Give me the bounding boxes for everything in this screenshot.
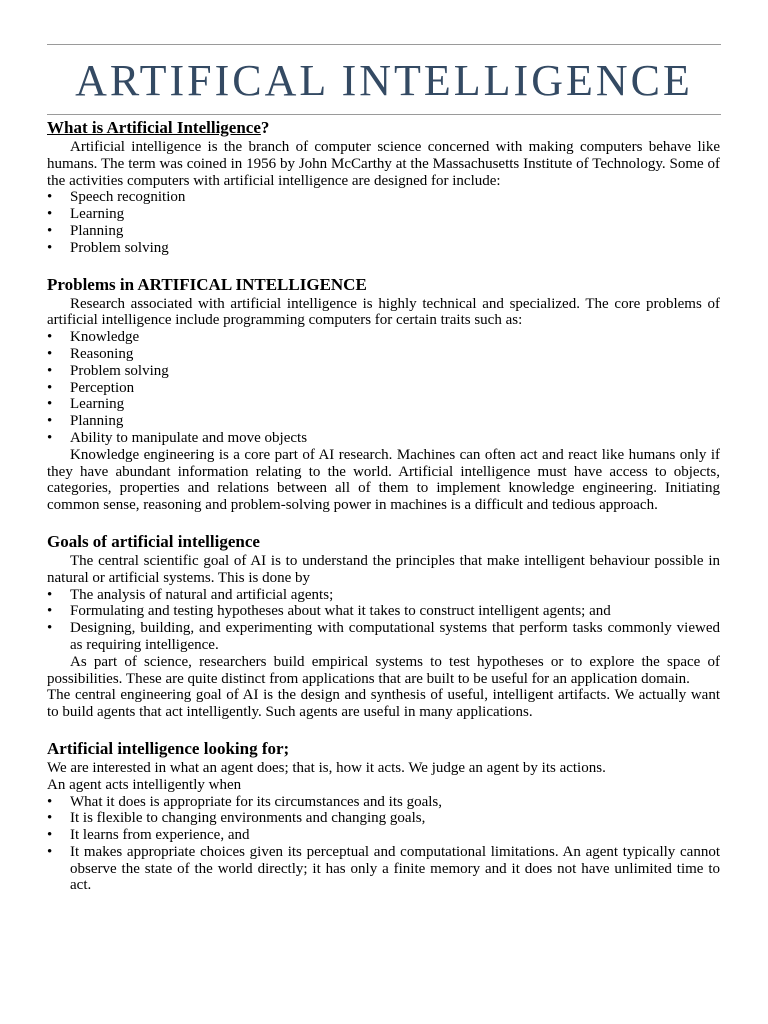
list-item-text: It is flexible to changing environments and changing goals, xyxy=(70,810,426,827)
list-item xyxy=(47,396,720,413)
list-item xyxy=(47,363,720,380)
bullet-list xyxy=(47,189,720,256)
list-item xyxy=(47,413,720,430)
list-item-text: Learning xyxy=(70,396,125,413)
list-item-text: Perception xyxy=(70,379,135,396)
bullet-icon: • xyxy=(47,189,53,206)
section-heading: Artificial intelligence looking for; xyxy=(47,738,290,758)
section-heading: Goals of artificial intelligence xyxy=(47,531,260,551)
bullet-icon: • xyxy=(47,586,53,603)
bullet-icon: • xyxy=(47,810,53,827)
list-item xyxy=(47,587,720,604)
title-bottom-rule xyxy=(47,114,721,115)
list-item-text: Problem solving xyxy=(70,239,169,256)
list-item-text: Knowledge xyxy=(70,329,140,346)
bullet-icon: • xyxy=(47,429,53,446)
list-item-text: What it does is appropriate for its circumstances and its goals, xyxy=(70,793,442,810)
list-item xyxy=(47,603,720,620)
heading-suffix: ? xyxy=(260,118,270,137)
bullet-icon: • xyxy=(47,206,53,223)
list-item xyxy=(47,844,720,894)
list-item xyxy=(47,223,720,240)
paragraph: As part of science, researchers build empirical systems to test hypotheses or to explore the space of possibilities. These are quite distinct from applications that are built to be useful for an application domain. xyxy=(47,653,720,687)
list-item xyxy=(47,329,720,346)
list-item xyxy=(47,380,720,397)
list-item-text: Problem solving xyxy=(70,362,169,379)
bullet-icon: • xyxy=(47,239,53,256)
bullet-icon: • xyxy=(47,379,53,396)
list-item-text: Reasoning xyxy=(70,345,134,362)
bullet-icon: • xyxy=(47,396,53,413)
list-item xyxy=(47,240,720,257)
list-item xyxy=(47,206,720,223)
section-goals xyxy=(47,531,720,721)
bullet-icon: • xyxy=(47,843,53,860)
paragraph: Artificial intelligence is the branch of computer science concerned with making computers behave like humans. The term was coined in 1956 by John McCarthy at the Massachusetts Institute of Technology. Some of the activities computers with artificial intelligence are designed for include: xyxy=(47,139,720,189)
section-what-is-ai xyxy=(47,117,720,257)
paragraph: Research associated with artificial intelligence is highly technical and specialized. The core problems of artificial intelligence include programming computers for certain traits such as: xyxy=(47,295,720,329)
list-item-text: Formulating and testing hypotheses about what it takes to construct intelligent agents; and xyxy=(70,603,611,620)
bullet-icon: • xyxy=(47,793,53,810)
section-looking-for xyxy=(47,738,720,894)
list-item xyxy=(47,346,720,363)
list-item-text: Speech recognition xyxy=(70,189,186,206)
paragraph: The central engineering goal of AI is the design and synthesis of useful, intelligent artifacts. We actually want to build agents that act intelligently. Such agents are useful in many applications. xyxy=(47,687,720,721)
paragraph: Knowledge engineering is a core part of AI research. Machines can often act and react like humans only if they have abundant information relating to the world. Artificial intelligence must have access to objects, categories, properties and relations between all of them to implement knowledge engineering. Initiating common sense, reasoning and problem-solving power in machines is a difficult and tedious approach. xyxy=(47,446,720,514)
document-body xyxy=(47,117,720,894)
list-item-text: It makes appropriate choices given its perceptual and computational limitations. An agent typically cannot observe the state of the world directly; it has only a finite memory and it does not have unlimited time to act. xyxy=(70,843,720,894)
paragraph: The central scientific goal of AI is to understand the principles that make intelligent behaviour possible in natural or artificial systems. This is done by xyxy=(47,552,720,586)
list-item xyxy=(47,430,720,447)
paragraph: We are interested in what an agent does; that is, how it acts. We judge an agent by its actions. xyxy=(47,759,606,776)
list-item xyxy=(47,189,720,206)
bullet-icon: • xyxy=(47,620,53,637)
bullet-list xyxy=(47,794,720,895)
section-heading xyxy=(47,117,720,139)
heading-underlined-text: What is Artificial Intelligence xyxy=(47,118,261,137)
paragraph: An agent acts intelligently when xyxy=(47,776,242,793)
bullet-icon: • xyxy=(47,827,53,844)
list-item-text: Designing, building, and experimenting with computational systems that perform tasks commonly viewed as requiring intelligence. xyxy=(70,620,720,653)
list-item-text: Learning xyxy=(70,206,125,223)
list-item xyxy=(47,620,720,654)
bullet-list xyxy=(47,587,720,654)
list-item-text: The analysis of natural and artificial agents; xyxy=(70,586,334,603)
bullet-icon: • xyxy=(47,222,53,239)
title-top-rule xyxy=(47,44,721,45)
bullet-icon: • xyxy=(47,603,53,620)
list-item-text: Planning xyxy=(70,222,124,239)
page-title: ARTIFICAL INTELLIGENCE xyxy=(75,56,693,105)
bullet-icon: • xyxy=(47,413,53,430)
bullet-icon: • xyxy=(47,362,53,379)
list-item xyxy=(47,827,720,844)
list-item xyxy=(47,810,720,827)
list-item-text: Planning xyxy=(70,413,124,430)
section-heading: Problems in ARTIFICAL INTELLIGENCE xyxy=(47,274,367,294)
bullet-list xyxy=(47,329,720,447)
list-item xyxy=(47,794,720,811)
list-item-text: It learns from experience, and xyxy=(70,827,250,844)
bullet-icon: • xyxy=(47,329,53,346)
list-item-text: Ability to manipulate and move objects xyxy=(70,429,308,446)
section-problems xyxy=(47,274,720,514)
bullet-icon: • xyxy=(47,345,53,362)
